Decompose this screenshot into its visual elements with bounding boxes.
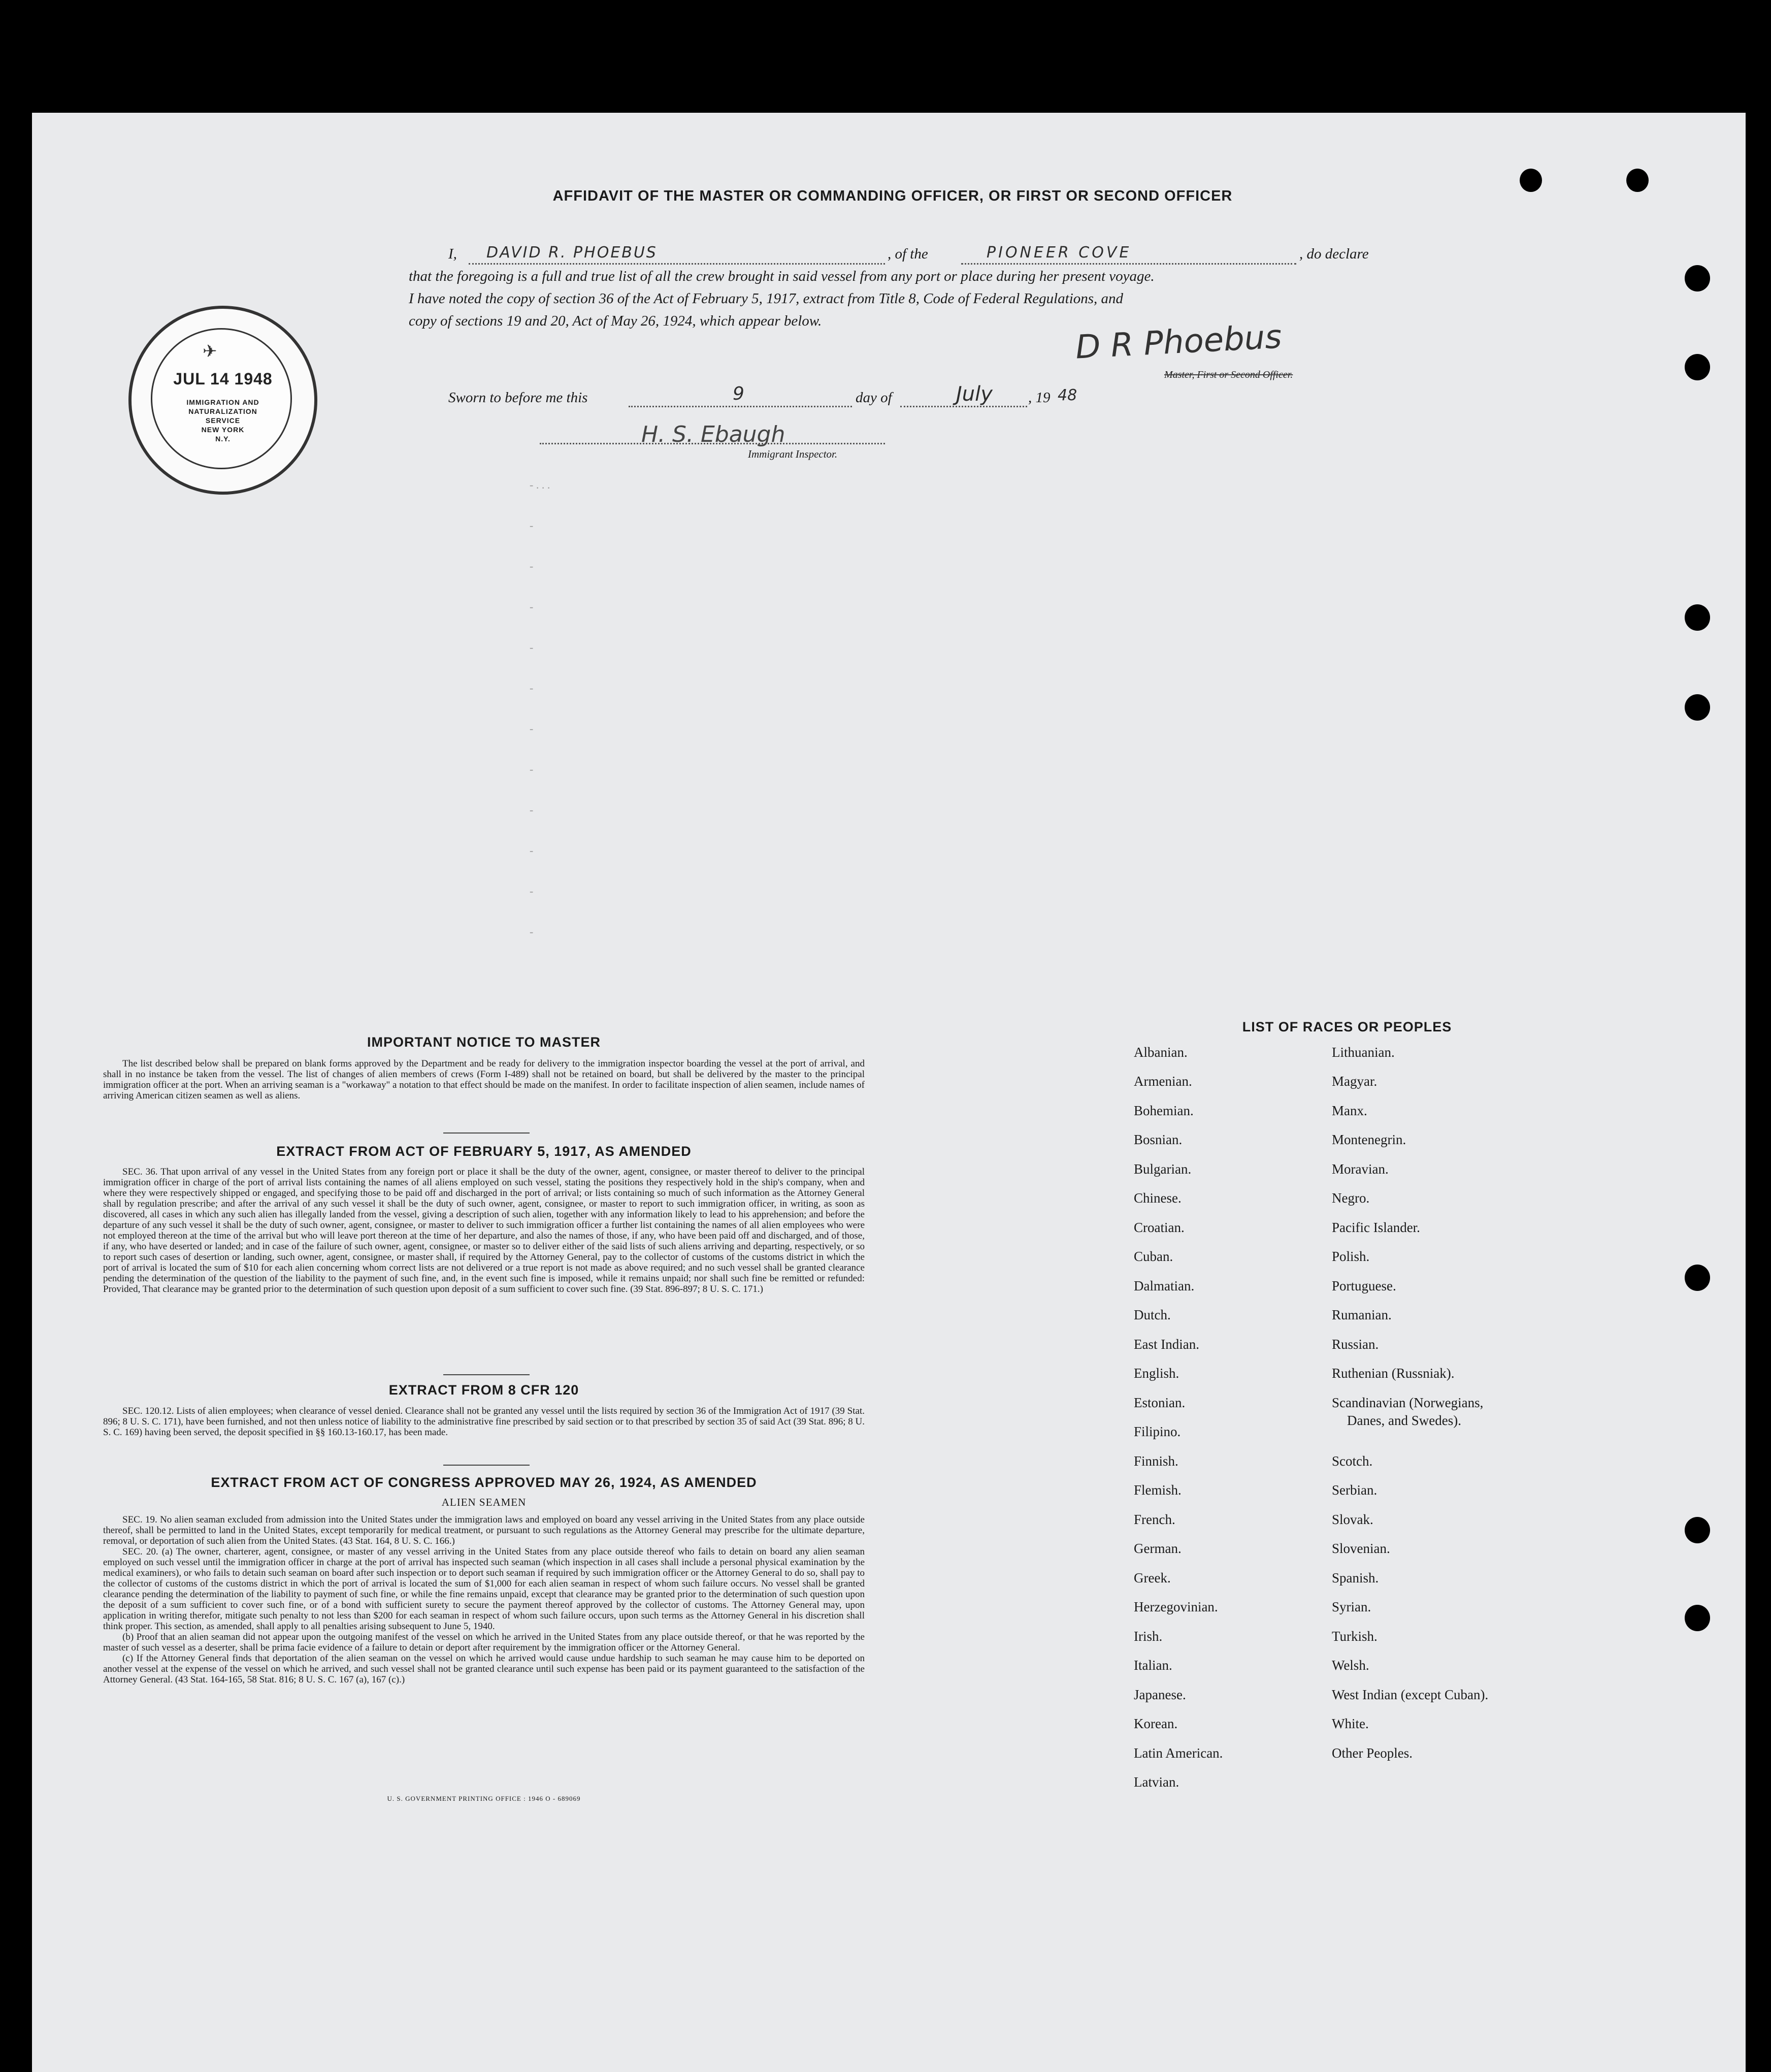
printer-line: U. S. GOVERNMENT PRINTING OFFICE : 1946 O - 689069 xyxy=(387,1795,581,1802)
declaration-line-3: I have noted the copy of section 36 of the Act of February 5, 1917, extract from Title 8, Code of Federal Regulations, and xyxy=(409,290,1124,307)
race-item: Slovak. xyxy=(1332,1512,1373,1527)
punch-hole xyxy=(1685,1265,1710,1291)
sworn-month-line xyxy=(900,406,1027,407)
race-item: Manx. xyxy=(1332,1103,1367,1118)
race-item: Irish. xyxy=(1134,1629,1163,1644)
punch-hole xyxy=(1685,1605,1710,1631)
divider-1 xyxy=(443,1132,530,1134)
vessel-name-line xyxy=(961,263,1296,265)
sworn-year: 48 xyxy=(1058,386,1077,404)
race-item: Italian. xyxy=(1134,1658,1172,1673)
race-item: Serbian. xyxy=(1332,1482,1378,1498)
declaration-line-4: copy of sections 19 and 20, Act of May 26, 1924, which appear below. xyxy=(409,313,822,329)
punch-hole xyxy=(1685,265,1710,292)
stamp-date: JUL 14 1948 xyxy=(173,370,273,388)
race-item: German. xyxy=(1134,1541,1182,1556)
signature-caption-text: Master, First or Second Officer. xyxy=(1164,369,1293,380)
race-item: East Indian. xyxy=(1134,1337,1199,1352)
extract-cfr-title: EXTRACT FROM 8 CFR 120 xyxy=(388,1382,579,1398)
race-item: Polish. xyxy=(1332,1249,1370,1264)
race-item: Filipino. xyxy=(1134,1424,1181,1439)
master-name: DAVID R. PHOEBUS xyxy=(486,244,658,262)
punch-hole xyxy=(1626,169,1649,192)
vessel-name: PIONEER COVE xyxy=(987,244,1132,262)
race-item: Estonian. xyxy=(1134,1395,1186,1410)
extract-1917-title: EXTRACT FROM ACT OF FEBRUARY 5, 1917, AS AMENDED xyxy=(276,1144,692,1159)
race-item: Lithuanian. xyxy=(1332,1045,1395,1060)
race-item: Syrian. xyxy=(1332,1599,1371,1614)
race-item: White. xyxy=(1332,1716,1369,1731)
race-item: Bulgarian. xyxy=(1134,1161,1192,1177)
extract-1924-sec20c: (c) If the Attorney General finds that deportation of the alien seaman on the vessel on which he arrived would cause undue hardship to such seaman he may cause him to be deported on another vessel at the expense of the vessel on which he arrived, and such vessel shall not be granted clearance until such expense has been paid or its payment guaranteed to the satisfaction of the Attorney General. (43 Stat. 164-165, 58 Stat. 816; 8 U. S. C. 167 (a), 167 (c).) xyxy=(103,1653,865,1685)
extract-1924-body xyxy=(103,1514,865,1685)
race-item: Korean. xyxy=(1134,1716,1178,1731)
punch-hole xyxy=(1685,604,1710,631)
race-item: Scotch. xyxy=(1332,1453,1373,1469)
race-item: Chinese. xyxy=(1134,1190,1182,1206)
punch-hole xyxy=(1520,169,1542,192)
extract-1924-sec19: SEC. 19. No alien seaman excluded from admission into the United States under the immigration laws and employed on board any vessel arriving in the United States from any place outside thereof, shall be permitted to land in the United States, except temporarily for medical treatment, or pursuant to such regulations as the Attorney General may prescribe for the ultimate departure, removal, or deportation of such alien from the United States. (43 Stat. 164, 8 U. S. C. 166.) xyxy=(103,1514,865,1546)
race-item: Dutch. xyxy=(1134,1307,1171,1322)
immigration-date-stamp xyxy=(128,306,317,495)
punch-hole xyxy=(1685,1517,1710,1543)
extract-1924-subtitle: ALIEN SEAMEN xyxy=(441,1496,527,1508)
declaration-of-the: , of the xyxy=(888,246,928,262)
master-signature-caption xyxy=(1164,369,1293,381)
race-item: Slovenian. xyxy=(1332,1541,1390,1556)
race-item: French. xyxy=(1134,1512,1175,1527)
bleed-through-marks: - . . . - - - - - - - - - - - xyxy=(530,478,550,938)
master-name-line xyxy=(469,263,885,265)
race-item: Ruthenian (Russniak). xyxy=(1332,1366,1455,1381)
race-item: Cuban. xyxy=(1134,1249,1173,1264)
race-item: Turkish. xyxy=(1332,1629,1378,1644)
races-right-column xyxy=(1332,1045,1616,1806)
race-item: Spanish. xyxy=(1332,1570,1379,1585)
stamp-line-5: N.Y. xyxy=(215,435,231,443)
race-item: Portuguese. xyxy=(1332,1278,1396,1293)
declaration-do-declare: , do declare xyxy=(1299,246,1369,262)
stamp-line-4: NEW YORK xyxy=(201,426,245,434)
race-item: Bohemian. xyxy=(1134,1103,1194,1118)
notice-body: The list described below shall be prepared on blank forms approved by the Department and be ready for delivery to the immigration inspector boarding the vessel at the port of arrival, and shall in no instance be taken from the vessel. The list of changes of alien members of crews (Form I-489) shall not be retained on board, but shall be delivered by the master to the principal immigration officer at the port. When an arriving seaman is a "workaway" a notation to that effect should be made on the manifest. In order to facilitate inspection of alien seamen, include names of arriving American citizen seamen as well as aliens. xyxy=(103,1058,865,1101)
master-signature: D R Phoebus xyxy=(1074,318,1283,367)
race-item: Russian. xyxy=(1332,1337,1379,1352)
affidavit-title: AFFIDAVIT OF THE MASTER OR COMMANDING OFFICER, OR FIRST OR SECOND OFFICER xyxy=(552,188,1233,204)
races-left-column xyxy=(1134,1045,1327,1806)
race-item: Japanese. xyxy=(1134,1687,1186,1702)
race-item: Moravian. xyxy=(1332,1161,1389,1177)
race-item: Dalmatian. xyxy=(1134,1278,1195,1293)
race-item: Latvian. xyxy=(1134,1774,1179,1790)
sworn-text: Sworn to before me this xyxy=(448,390,588,406)
race-item: Greek. xyxy=(1134,1570,1171,1585)
form-sheet xyxy=(32,113,1746,2072)
stamp-line-1: IMMIGRATION AND xyxy=(186,398,259,406)
race-item: Pacific Islander. xyxy=(1332,1220,1420,1235)
race-item: Armenian. xyxy=(1134,1074,1192,1089)
extract-1924-title: EXTRACT FROM ACT OF CONGRESS APPROVED MAY 26, 1924, AS AMENDED xyxy=(211,1475,757,1490)
race-item: Bosnian. xyxy=(1134,1132,1183,1147)
extract-1924-sec20b: (b) Proof that an alien seaman did not appear upon the outgoing manifest of the vessel on which he arrived in the United States from any place outside thereof, or that he was reported by the master of such vessel as a deserter, shall be prima facie evidence of a failure to detain or deport after requirement by the immigration officer or the Attorney General. xyxy=(103,1632,865,1653)
race-item: Danes, and Swedes). xyxy=(1347,1413,1461,1428)
extract-1917-body: SEC. 36. That upon arrival of any vessel in the United States from any foreign port or place it shall be the duty of the owner, agent, consignee, or master thereof to deliver to the principal immigration officer in charge of the port of arrival lists containing the names of all aliens employed on such vessel, stating the positions they respectively hold in the ship's company, when and where they were respectively shipped or engaged, and specifying those to be paid off and discharged in the port of arrival; or lists containing so much of such information as the Attorney General shall by regulation prescribe; and after the arrival of any such vessel it shall be the duty of such owner, agent, consignee, or master to report to such immigration officer, in writing, as soon as discovered, all cases in which any such alien has illegally landed from the vessel, giving a description of such alien, together with any information likely to lead to his apprehension; and before the departure of any such vessel it shall be the duty of such owner, agent, consignee, or master to deliver to such immigration officer a further list containing the names of all alien employees who were not employed thereon at the time of the arrival but who will leave port thereon at the time of her departure, and also the names of those, if any, who have been paid off and discharged, and of those, if any, who have deserted or landed; and in case of the failure of such owner, agent, consignee, or master so to deliver either of the said lists of such aliens arriving and departing, respectively, or so to report such cases of desertion or landing, such owner, agent, consignee, or master shall, if required by the Attorney General, pay to the collector of customs of the customs district in which the port of arrival is located the sum of $10 for each alien concerning whom correct lists are not delivered or a true report is not made as above required; and no such vessel shall be granted clearance pending the determination of the question of the liability to the payment of such fine, and, in the event such fine is imposed, while it remains unpaid; nor shall such fine be remitted or refunded: Provided, That clearance may be granted prior to the determination of such question upon deposit of a sum sufficient to cover such fine. (39 Stat. 896-897; 8 U. S. C. 171.) xyxy=(103,1167,865,1294)
stamp-line-2: NATURALIZATION xyxy=(188,407,257,415)
race-item: Flemish. xyxy=(1134,1482,1182,1498)
race-item: Montenegrin. xyxy=(1332,1132,1406,1147)
race-item: Scandinavian (Norwegians, xyxy=(1332,1395,1484,1410)
stamp-plane-icon: ✈ xyxy=(203,342,217,361)
stamp-line-3: SERVICE xyxy=(205,416,241,425)
declaration-line-2: that the foregoing is a full and true list of all the crew brought in said vessel from any port or place during her present voyage. xyxy=(409,268,1155,284)
sworn-day-line xyxy=(629,406,852,407)
race-item: Negro. xyxy=(1332,1190,1370,1206)
extract-cfr-body: SEC. 120.12. Lists of alien employees; when clearance of vessel denied. Clearance shall not be granted any vessel until the lists required by section 36 of the Immigration Act of 1917 (39 Stat. 896; 8 U. S. C. 171), have been furnished, and not then unless notice of liability to the administrative fine prescribed by said section or to that prescribed by section 35 of said Act (39 Stat. 896; 8 U. S. C. 169) having been served, the deposit specified in §§ 160.13-160.17, has been made. xyxy=(103,1406,865,1438)
race-item: Magyar. xyxy=(1332,1074,1378,1089)
race-item: Welsh. xyxy=(1332,1658,1369,1673)
race-item: Croatian. xyxy=(1134,1220,1185,1235)
sworn-year-prefix: , 19 xyxy=(1028,390,1051,406)
divider-3 xyxy=(443,1465,530,1466)
sworn-day: 9 xyxy=(733,383,744,404)
inspector-signature: H. S. Ebaugh xyxy=(641,422,785,447)
race-item: West Indian (except Cuban). xyxy=(1332,1687,1489,1702)
extract-1924-sec20a: SEC. 20. (a) The owner, charterer, agent, consignee, or master of any vessel arriving in the United States from any place outside thereof who fails to detain on board any alien seaman employed on such vessel until the immigration officer in charge at the port of arrival has inspected such seaman (which inspection in all cases shall include a personal physical examination by the medical examiners), or who fails to detain such seaman on board after such inspection or to deport such seaman if required by such immigration officer or the Attorney General to do so, shall pay to the collector of customs of the customs district in which the port of arrival is located the sum of $1,000 for each alien seaman in respect of whom such failure occurs. No vessel shall be granted clearance pending the determination of the liability to payment of such fine, or while the fine remains unpaid, except that clearance may be granted prior to the determination of such question upon the deposit of a sum sufficient to cover such fine, or of a bond with sufficient surety to secure the payment thereof approved by the collector of customs. The Attorney General may, upon application in writing therefor, mitigate such penalty to not less than $200 for each seaman in respect of whom such failure occurs, upon such terms as the Attorney General in his discretion shall think proper. This section, as amended, shall apply to all penalties arising subsequent to June 5, 1940. xyxy=(103,1546,865,1632)
race-item: Other Peoples. xyxy=(1332,1745,1413,1761)
declaration-i: I, xyxy=(448,246,457,262)
race-item: English. xyxy=(1134,1366,1179,1381)
sworn-month: July xyxy=(956,382,993,406)
notice-title: IMPORTANT NOTICE TO MASTER xyxy=(367,1034,601,1050)
races-title: LIST OF RACES OR PEOPLES xyxy=(1242,1019,1452,1034)
race-item: Latin American. xyxy=(1134,1745,1223,1761)
punch-hole xyxy=(1685,694,1710,721)
race-item: Albanian. xyxy=(1134,1045,1188,1060)
race-item: Rumanian. xyxy=(1332,1307,1392,1322)
inspector-caption: Immigrant Inspector. xyxy=(748,448,838,460)
race-item: Finnish. xyxy=(1134,1453,1178,1469)
race-item: Herzegovinian. xyxy=(1134,1599,1218,1614)
sworn-line xyxy=(448,382,1210,420)
sworn-day-of: day of xyxy=(856,390,892,406)
divider-2 xyxy=(443,1374,530,1375)
declaration-line-1 xyxy=(448,246,1393,271)
punch-hole xyxy=(1685,354,1710,380)
